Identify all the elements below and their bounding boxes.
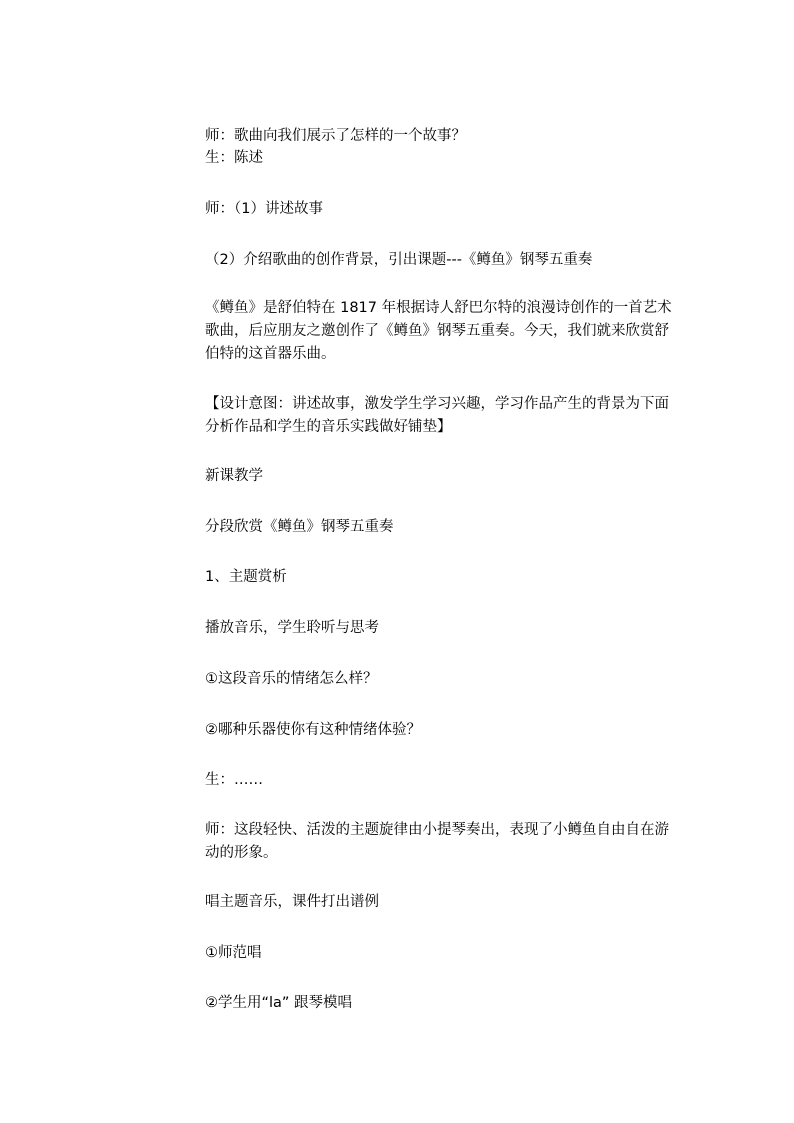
- paragraph-question-mood: ①这段音乐的情绪怎么样？: [205, 671, 378, 687]
- paragraph-question-instrument: ②哪种乐器使你有这种情绪体验？: [205, 722, 421, 738]
- paragraph-design-intent: 【设计意图：讲述故事，激发学生学习兴趣，学习作品产生的背景为下面分析作品和学生的音乐实践做好铺垫】: [205, 396, 669, 435]
- paragraph-student-answer: 生：……: [205, 772, 263, 788]
- paragraph-new-lesson: 新课教学: [205, 468, 263, 484]
- paragraph-sing-theme: 唱主题音乐，课件打出谱例: [205, 894, 379, 910]
- paragraph-theme-analysis: 1、主题赏析: [205, 569, 287, 585]
- paragraph-section-appreciation: 分段欣赏《鳟鱼》钢琴五重奏: [205, 519, 394, 535]
- paragraph-teacher-demo: ①师范唱: [205, 945, 262, 961]
- paragraph-tell-story: 师：（1）讲述故事: [205, 201, 323, 217]
- paragraph-student-statement: 生：陈述: [205, 150, 263, 166]
- paragraph-student-sing: ②学生用“la” 跟琴模唱: [205, 995, 353, 1011]
- paragraph-play-music: 播放音乐，学生聆听与思考: [205, 620, 379, 636]
- paragraph-teacher-explanation: 师：这段轻快、活泼的主题旋律由小提琴奏出，表现了小鳟鱼自由自在游动的形象。: [205, 822, 669, 861]
- paragraph-introduce-background: （2）介绍歌曲的创作背景，引出课题---《鳟鱼》钢琴五重奏: [205, 252, 593, 268]
- paragraph-teacher-question: 师：歌曲向我们展示了怎样的一个故事？: [205, 128, 466, 144]
- paragraph-trout-intro: 《鳟鱼》是舒伯特在 1817 年根据诗人舒巴尔特的浪漫诗创作的一首艺术歌曲，后应朋友之邀创作了《鳟鱼》钢琴五重奏。今天，我们就来欣赏舒伯特的这首器乐曲。: [205, 300, 672, 362]
